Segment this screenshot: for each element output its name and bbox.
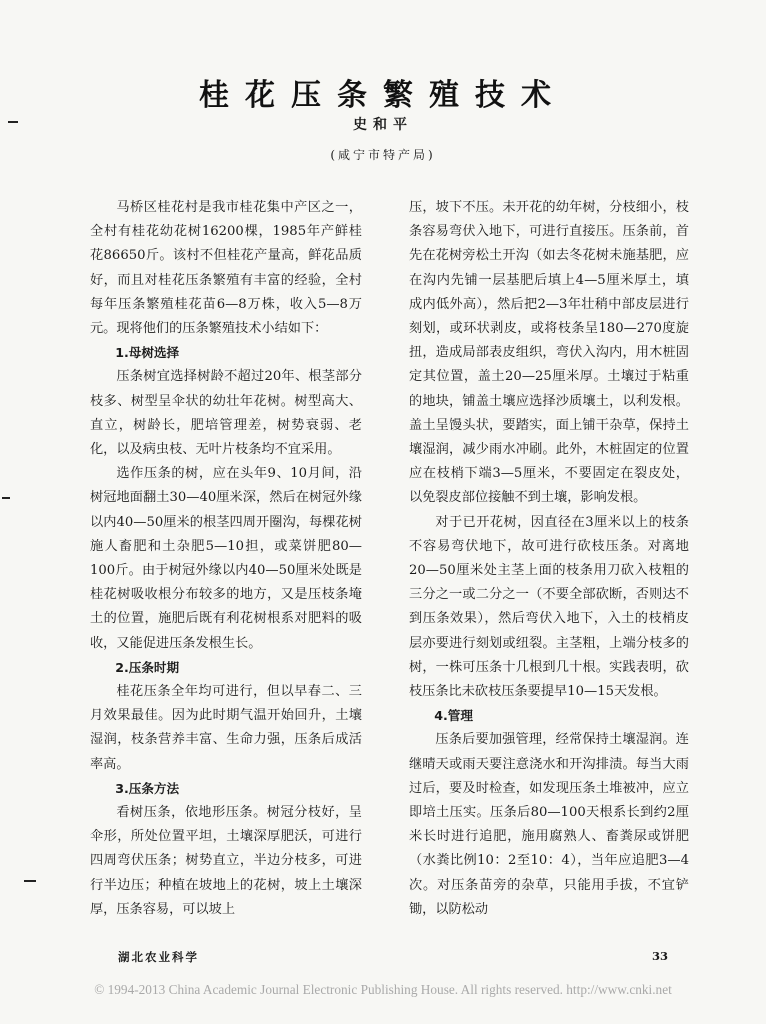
page-number: 33 <box>652 949 669 963</box>
margin-mark <box>2 497 10 499</box>
section-heading-method: 3.压条方法 <box>115 780 180 796</box>
intro-paragraph: 马桥区桂花村是我市桂花集中产区之一，全村有桂花幼花树16200棵，1985年产鲜桂花86650斤。该村不但桂花产量高，鲜花品质好，而且对桂花压条繁殖有丰富的经验，全村每年压条繁殖桂花苗6—8万株，收入5—8万元。现将他们的压条繁殖技术小结如下： <box>90 200 362 337</box>
body-paragraph: 看树压条，依地形压条。树冠分枝好，呈伞形，所处位置平坦，土壤深厚肥沃，可进行四周弯伏压条；树势直立，半边分枝多，可进行半边压；种植在坡地上的花树，坡上土壤深厚，压条容易，可以坡上 <box>90 805 362 917</box>
page-footer <box>0 949 766 969</box>
journal-name: 湖北农业科学 <box>118 950 199 964</box>
body-paragraph: 对于已开花树，因直径在3厘米以上的枝条不容易弯伏地下，故可进行砍枝压条。对离地20—50厘米处主茎上面的枝条用刀砍入枝粗的三分之一或二分之一（不要全部砍断，否则达不到压条效果），然后弯伏入地下，入土的枝梢皮层亦要进行刻划或纽裂。主茎粗，上端分枝多的树，一株可压条十几根到几十根。实践表明，砍枝压条比未砍枝压条要提早10—15天发根。 <box>409 514 689 700</box>
section-heading-timing: 2.压条时期 <box>115 659 180 675</box>
left-column <box>90 196 362 922</box>
body-paragraph-continued: 压，坡下不压。未开花的幼年树，分枝细小，枝条容易弯伏入地下，可进行直接压。压条前，首先在花树旁松土开沟（如去冬花树未施基肥，应在沟内先铺一层基肥后填上4—5厘米厚土，填成内低外高），然后把2—3年壮稍中部皮层进行刻划，或环状剥皮，或将枝条呈180—270度旋扭，造成局部表皮组织，弯伏入沟内，用木桩固定其位置，盖土20—25厘米厚。土壤过于粘重的地块，铺盖土壤应选择沙质壤土，以利发根。盖土呈馒头状，要踏实，面上铺干杂草，保持土壤湿润，减少雨水冲刷。此外，木桩固定的位置应在枝梢下端3—5厘米，不要固定在裂皮处，以免裂皮部位接触不到土壤，影响发根。 <box>409 200 689 506</box>
body-paragraph: 压条后要加强管理，经常保持土壤湿润。连继晴天或雨天要注意浇水和开沟排渍。每当大雨过后，要及时检查，如发现压条土堆被冲，应立即培土压实。压条后80—100天根系长到约2厘米长时进行追肥，施用腐熟人、畜粪尿或饼肥（水粪比例10：2至10：4），当年应追肥3—4次。对压条苗旁的杂草，只能用手拔，不宜铲锄，以防松动 <box>409 732 689 917</box>
margin-mark <box>8 121 18 123</box>
margin-mark <box>24 880 36 882</box>
section-heading-management: 4.管理 <box>434 708 473 724</box>
body-paragraph: 桂花压条全年均可进行，但以早春二、三月效果最佳。因为此时期气温开始回升，土壤湿润，枝条营养丰富、生命力强，压条后成活率高。 <box>90 684 362 772</box>
copyright-notice: © 1994-2013 China Academic Journal Electronic Publishing House. All rights reserved. http://www.cnki.net <box>94 982 672 997</box>
right-column <box>409 196 689 922</box>
section-heading-mother-tree: 1.母树选择 <box>115 345 180 361</box>
author-affiliation: (咸宁市特产局) <box>330 148 436 162</box>
author-name: 史和平 <box>353 117 413 133</box>
article-title: 桂花压条繁殖技术 <box>199 78 567 113</box>
body-paragraph: 选作压条的树，应在头年9、10月间，沿树冠地面翻土30—40厘米深，然后在树冠外缘以内40—50厘米的根茎四周开圈沟，每棵花树施人畜肥和土杂肥5—10担，或菜饼肥80—100斤。由于树冠外缘以内40—50厘米处既是桂花树吸收根分布较多的地方，又是压枝条埯土的位置，施肥后既有利花树根系对肥料的吸收，又能促进压条发根生长。 <box>90 466 362 651</box>
body-paragraph: 压条树宜选择树龄不超过20年、根茎部分枝多、树型呈伞状的幼壮年花树。树型高大、直立，树龄长，肥培管理差，树势衰弱、老化，以及病虫枝、无叶片枝条均不宜采用。 <box>90 369 362 458</box>
